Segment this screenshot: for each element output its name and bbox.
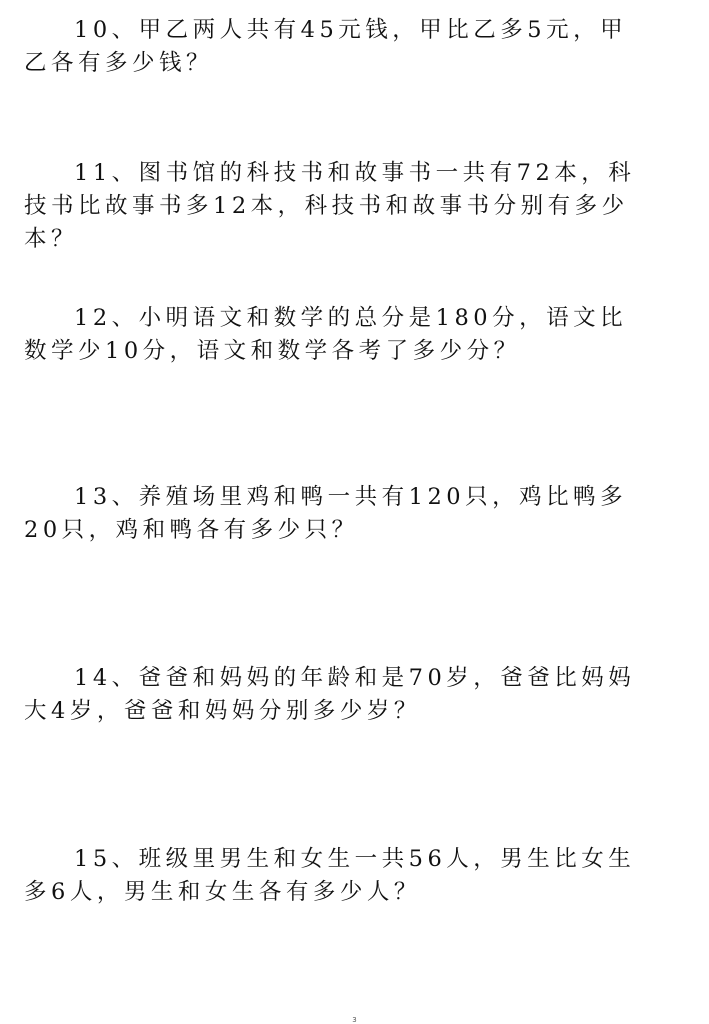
problem-12: 12、小明语文和数学的总分是180分，语文比数学少10分，语文和数学各考了多少分？ [24,305,628,364]
problem-11: 11、图书馆的科技书和故事书一共有72本，科技书比故事书多12本，科技书和故事书分别有多少本？ [24,160,636,252]
problem-13: 13、养殖场里鸡和鸭一共有120只，鸡比鸭多20只，鸡和鸭各有多少只？ [24,484,628,543]
page-number: 3 [352,1016,357,1024]
problem-15: 15、班级里男生和女生一共56人，男生比女生多6人，男生和女生各有多少人？ [24,846,636,905]
problem-10: 10、甲乙两人共有45元钱，甲比乙多5元，甲乙各有多少钱？ [24,17,628,76]
problem-14: 14、爸爸和妈妈的年龄和是70岁，爸爸比妈妈大4岁，爸爸和妈妈分别多少岁？ [24,665,636,724]
